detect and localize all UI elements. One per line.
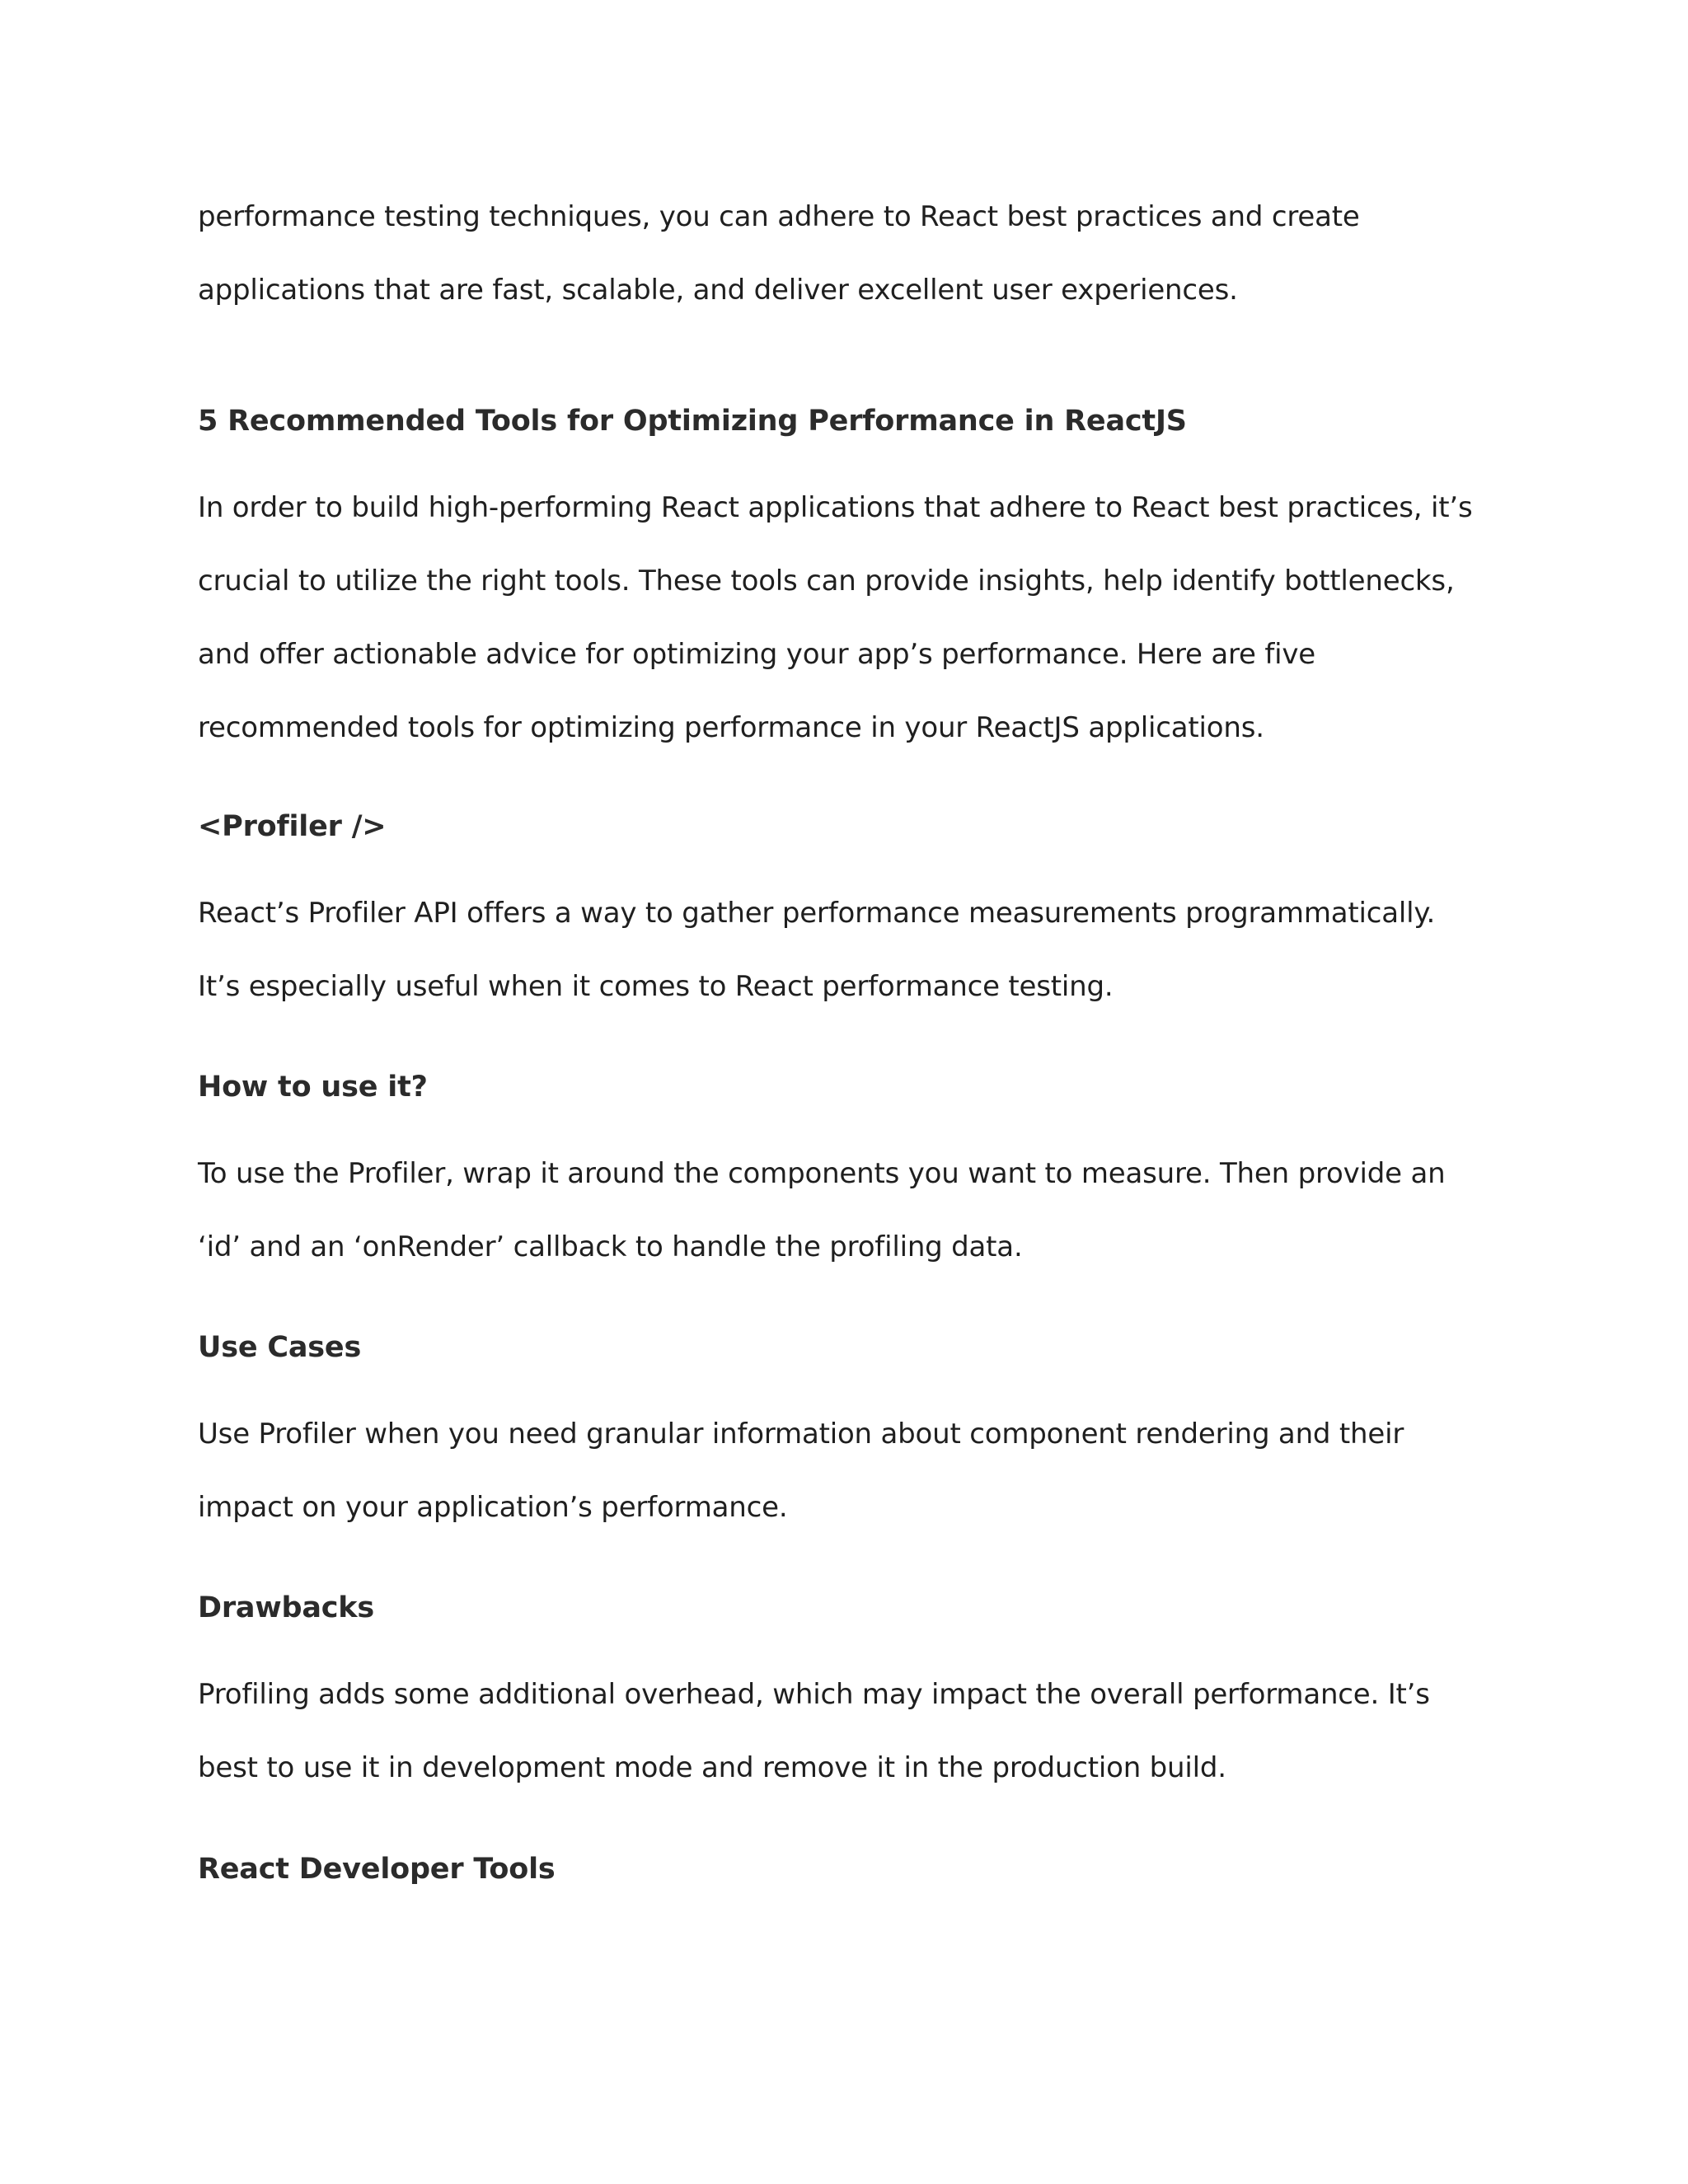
- paragraph-line: In order to build high-performing React applications that adhere to React best practices, it’s: [198, 491, 1473, 524]
- paragraph-line: ‘id’ and an ‘onRender’ callback to handle the profiling data.: [198, 1230, 1023, 1263]
- paragraph-line: To use the Profiler, wrap it around the components you want to measure. Then provide an: [198, 1157, 1446, 1190]
- section-paragraph: [198, 471, 1500, 765]
- paragraph-line: and offer actionable advice for optimizing your app’s performance. Here are five: [198, 638, 1316, 671]
- paragraph-line: React’s Profiler API offers a way to gather performance measurements programmatically.: [198, 897, 1436, 930]
- profiler-paragraph: [198, 877, 1500, 1024]
- use-cases-heading: Use Cases: [198, 1331, 362, 1364]
- paragraph-line: crucial to utilize the right tools. These tools can provide insights, help identify bottlenecks,: [198, 565, 1455, 598]
- paragraph-line: applications that are fast, scalable, and deliver excellent user experiences.: [198, 274, 1238, 307]
- paragraph-line: best to use it in development mode and remove it in the production build.: [198, 1751, 1226, 1784]
- drawbacks-heading: Drawbacks: [198, 1591, 374, 1624]
- section-heading-recommended-tools: 5 Recommended Tools for Optimizing Performance in ReactJS: [198, 405, 1187, 438]
- paragraph-line: Use Profiler when you need granular information about component rendering and their: [198, 1418, 1404, 1451]
- react-developer-tools-heading: React Developer Tools: [198, 1853, 556, 1886]
- paragraph-line: It’s especially useful when it comes to React performance testing.: [198, 970, 1114, 1003]
- paragraph-line: recommended tools for optimizing performance in your ReactJS applications.: [198, 711, 1264, 744]
- use-cases-paragraph: [198, 1398, 1500, 1544]
- how-to-use-heading: How to use it?: [198, 1071, 428, 1104]
- paragraph-line: performance testing techniques, you can adhere to React best practices and create: [198, 200, 1360, 233]
- paragraph-line: impact on your application’s performance.: [198, 1491, 788, 1524]
- paragraph-line: Profiling adds some additional overhead, which may impact the overall performance. It’s: [198, 1678, 1430, 1711]
- drawbacks-paragraph: [198, 1658, 1500, 1805]
- how-to-use-paragraph: [198, 1137, 1500, 1284]
- intro-paragraph: [198, 180, 1500, 327]
- profiler-heading: <Profiler />: [198, 810, 387, 843]
